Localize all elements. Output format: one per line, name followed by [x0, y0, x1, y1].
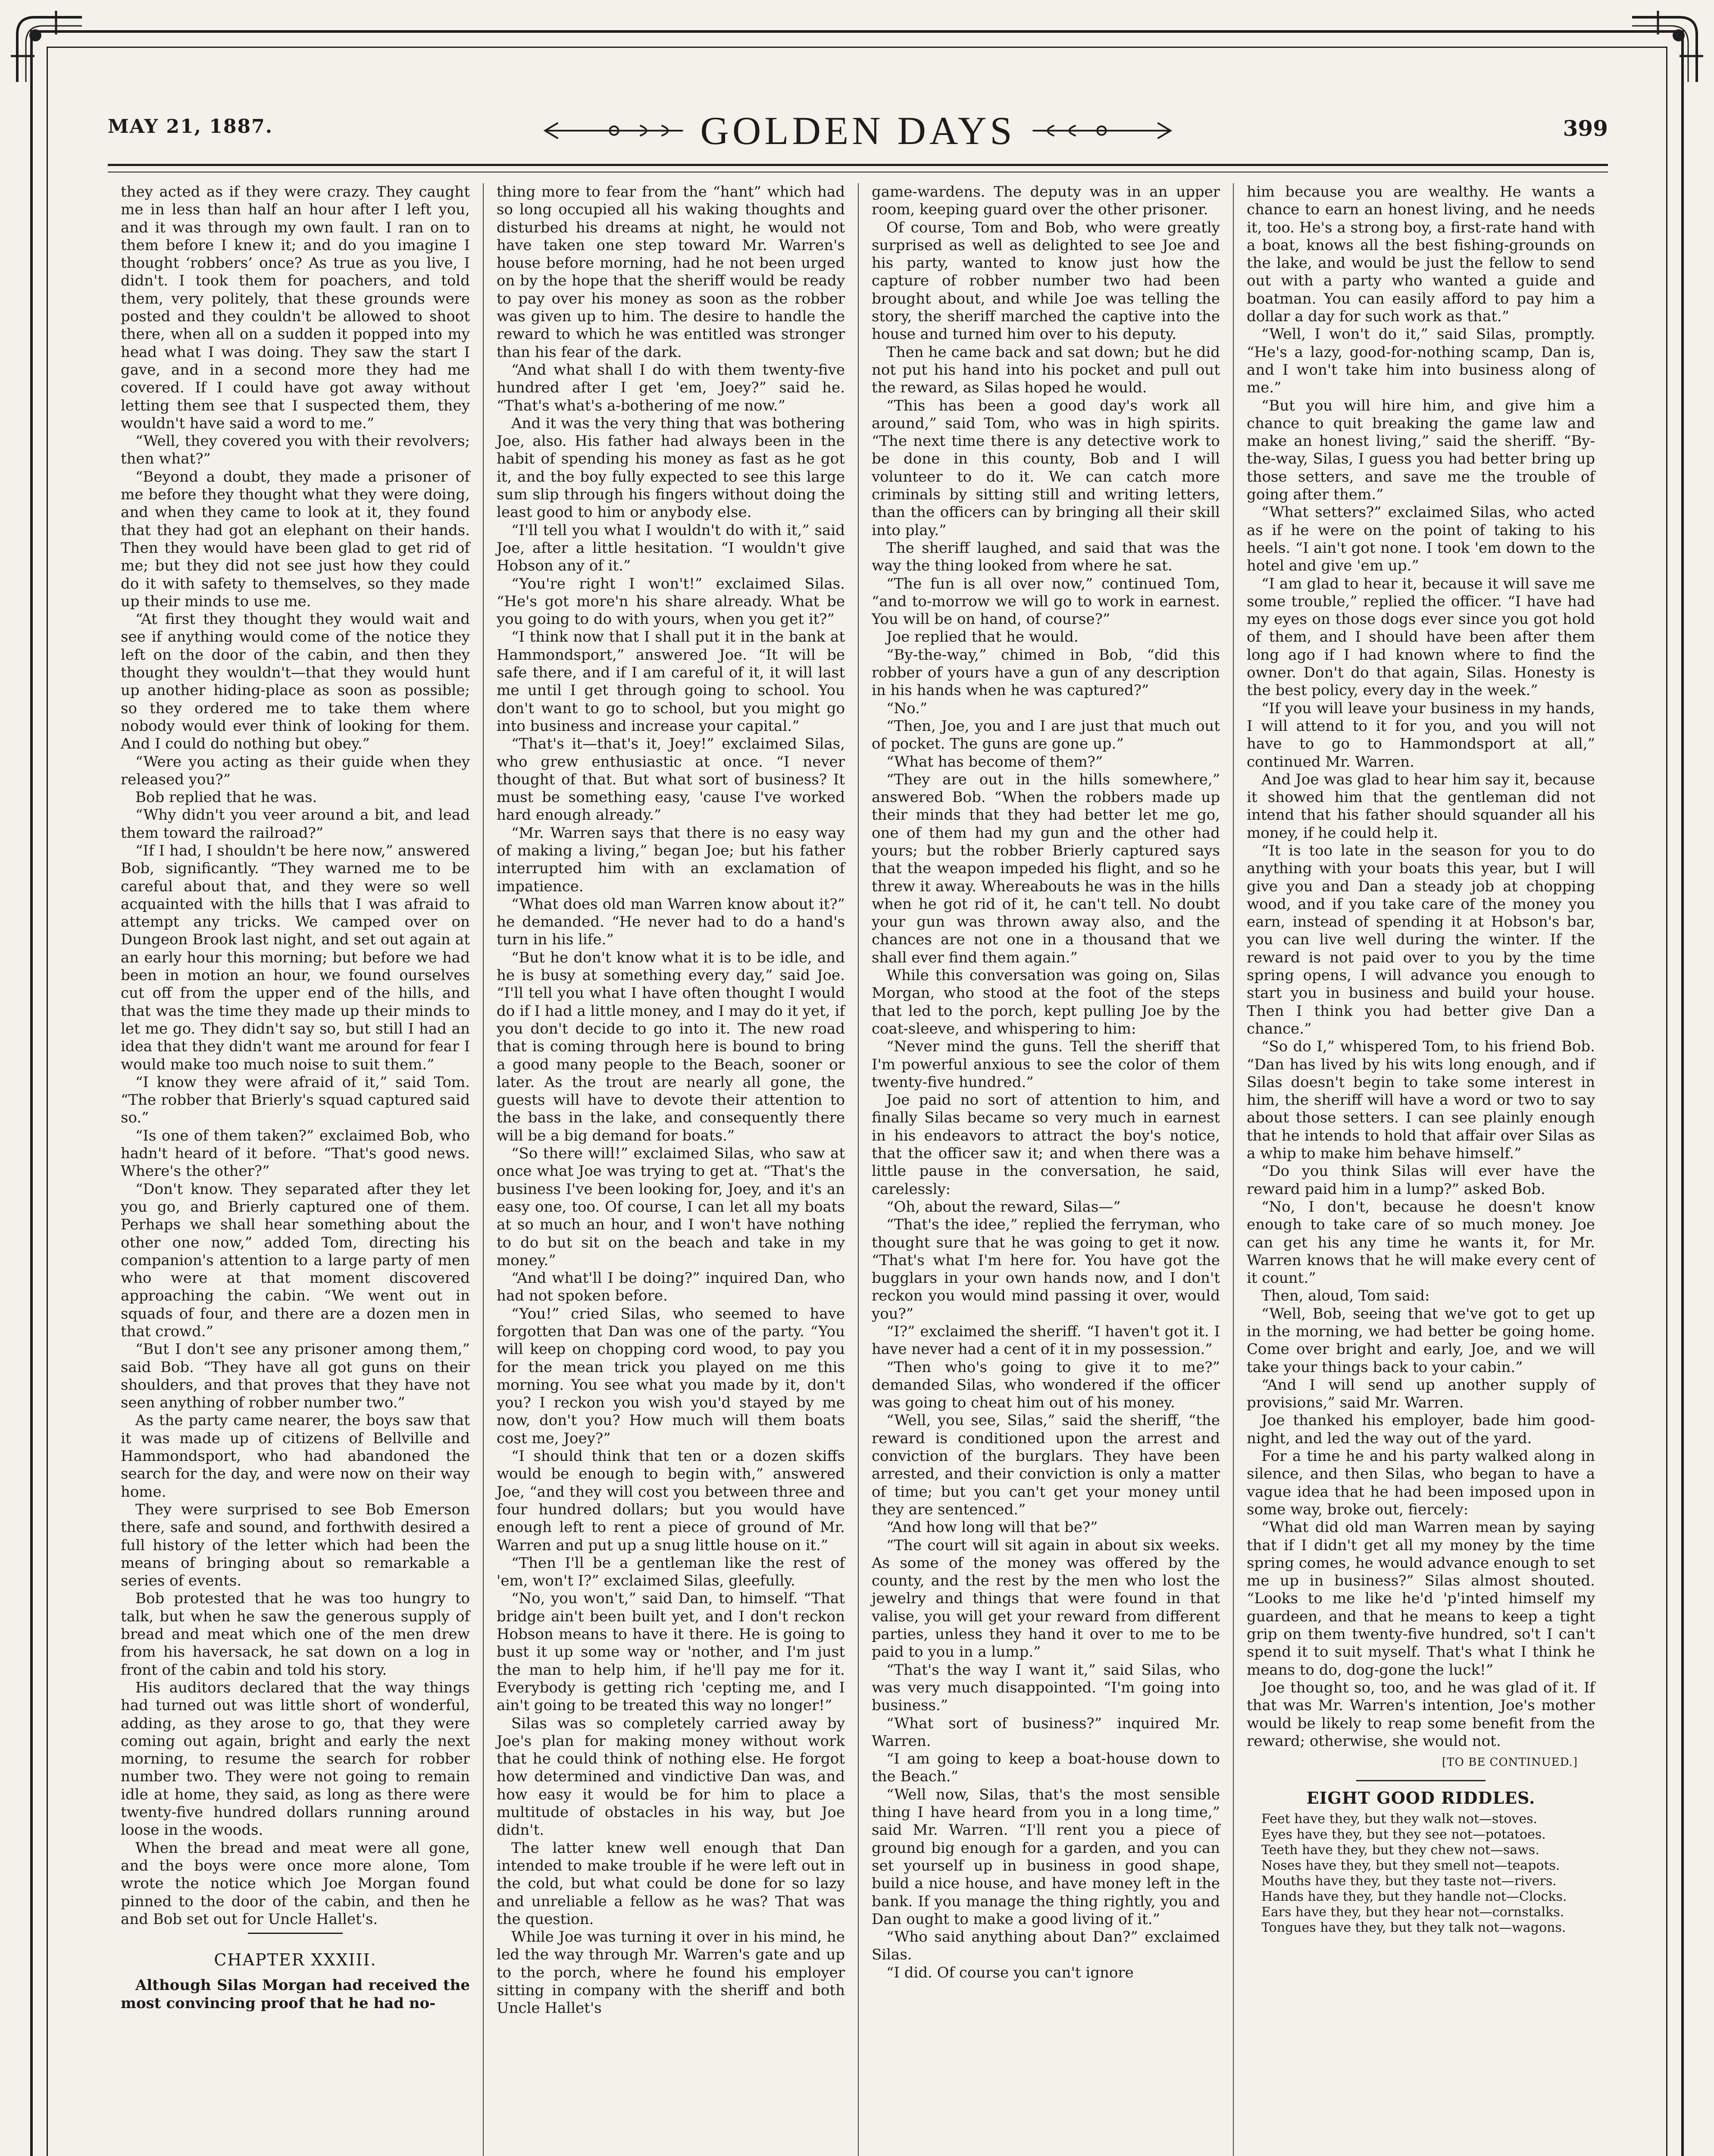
story-paragraph: Bob replied that he was. [135, 789, 317, 806]
story-paragraph: The sheriff laughed, and said that was the way the thing looked from where he sat. [872, 539, 1220, 575]
riddle-line: Teeth have they, but they chew not—saws. [1261, 1842, 1539, 1858]
story-paragraph: As the party came nearer, the boys saw that it was made up of citizens of Bellville and Hammondsport, who had abandoned the search for the day, and were now on their way home. [121, 1412, 470, 1501]
article-columns [108, 183, 1608, 2156]
story-paragraph: “It is too late in the season for you to do anything with your boats this year, but I will give you and Dan a steady job at chopping wood, and if you take care of the money you earn, instead of spending it at Hobson's bar, you can live well during the winter. If the reward is not paid over to you by the time spring opens, I will advance you enough to start you in business and build your house. Then I think you had better give Dan a chance.” [1247, 842, 1595, 1037]
masthead-title-group [541, 108, 1175, 154]
issue-date: MAY 21, 1887. [108, 116, 273, 138]
newspaper-title: GOLDEN DAYS [700, 109, 1016, 153]
story-paragraph: “And how long will that be?” [886, 1519, 1098, 1536]
story-paragraph: “What does old man Warren know about it?” he demanded. “He never had to do a hand's turn in his life.” [497, 895, 845, 949]
riddle-line: Eyes have they, but they see not—potatoes. [1261, 1827, 1546, 1842]
story-paragraph: For a time he and his party walked along in silence, and then Silas, who began to have a vague idea that he had been imposed upon in some way, broke out, fiercely: [1247, 1448, 1595, 1518]
to-be-continued: [TO BE CONTINUED.] [1442, 1756, 1578, 1769]
story-paragraph: “No.” [886, 699, 928, 717]
story-paragraph: “Well, I won't do it,” said Silas, promptly. “He's a lazy, good-for-nothing scamp, Dan is, and I won't take him into business along of me.” [1247, 326, 1595, 397]
story-paragraph: “The fun is all over now,” continued Tom, “and to-morrow we will go to work in earnest. You will be on hand, of course?” [872, 575, 1220, 628]
column-2-paragraphs [497, 183, 845, 2018]
story-paragraph: While Joe was turning it over in his mind, he led the way through Mr. Warren's gate and up to the porch, where he found his employer sitting in company with the sheriff and both Uncle Hallet's [497, 1928, 845, 2017]
riddles-divider [1356, 1780, 1486, 1781]
corner-ornament-icon [9, 9, 86, 86]
story-paragraph: “Were you acting as their guide when they released you?” [121, 753, 470, 788]
story-paragraph: They were surprised to see Bob Emerson there, safe and sound, and forthwith desired a full history of the letter which had been the means of bringing about so remarkable a series of events. [121, 1501, 470, 1590]
story-paragraph: “And I will send up another supply of provisions,” said Mr. Warren. [1247, 1376, 1595, 1412]
story-paragraph: “I did. Of course you can't ignore [886, 1964, 1134, 1981]
story-paragraph: “Do you think Silas will ever have the reward paid him in a lump?” asked Bob. [1247, 1163, 1595, 1198]
right-flourish-icon [1029, 118, 1175, 144]
story-paragraph: game-wardens. The deputy was in an upper room, keeping guard over the other prisoner. [872, 183, 1220, 219]
riddles-title: EIGHT GOOD RIDDLES. [1306, 1788, 1536, 1808]
story-paragraph: And it was the very thing that was bothering Joe, also. His father had always been in the habit of spending his money as fast as he got it, and the boy fully expected to see this large sum slip through his fingers without doing the least good to him or anybody else. [497, 414, 845, 521]
column-2 [483, 183, 858, 2156]
story-paragraph: “You!” cried Silas, who seemed to have forgotten that Dan was one of the party. “You will keep on chopping cord wood, to pay you for the mean trick you played on me this morning. You see what you made by it, don't you? I reckon you wish you'd stayed by me now, don't you? How much will them boats cost me, Joey?” [497, 1305, 845, 1447]
story-paragraph: “Then, Joe, you and I are just that much out of pocket. The guns are gone up.” [872, 717, 1220, 753]
riddle-line: Hands have they, but they handle not—Clocks. [1261, 1889, 1567, 1904]
story-paragraph: “Never mind the guns. Tell the sheriff that I'm powerful anxious to see the color of them twenty-five hundred.” [872, 1038, 1220, 1091]
story-paragraph: “But he don't know what it is to be idle, and he is busy at something every day,” said Joe. “I'll tell you what I have often thought I would do if I had a little money, and I may do it yet, if you don't decide to go into it. The new road that is coming through here is bound to bring a good many people to the Beach, sooner or later. As the trout are nearly all gone, the guests will have to devote their attention to the bass in the lake, and consequently there will be a big demand for boats.” [497, 949, 845, 1144]
chapter-divider [248, 1933, 343, 1934]
story-paragraph: “I'll tell you what I wouldn't do with it,” said Joe, after a little hesitation. “I wouldn't give Hobson any of it.” [497, 521, 845, 575]
story-paragraph: “If you will leave your business in my hands, I will attend to it for you, and you will not have to go to Hammondsport at all,” continued Mr. Warren. [1247, 699, 1595, 771]
riddle-line: Ears have they, but they hear not—cornstalks. [1261, 1904, 1564, 1920]
story-paragraph: “Mr. Warren says that there is no easy way of making a living,” began Joe; but his father interrupted him with an exclamation of impatience. [497, 824, 845, 895]
riddle-line: Tongues have they, but they talk not—wagons. [1261, 1920, 1566, 1935]
story-paragraph: “I should think that ten or a dozen skiffs would be enough to begin with,” answered Joe, “and they will cost you between three and four hundred dollars; but you would have enough left to rent a piece of ground of Mr. Warren and put up a snug little house on it.” [497, 1448, 845, 1554]
riddle-line: Noses have they, but they smell not—teapots. [1261, 1858, 1560, 1873]
story-paragraph: “But I don't see any prisoner among them,” said Bob. “They have all got guns on their shoulders, and that proves that they have not seen anything of robber number two.” [121, 1341, 470, 1412]
story-paragraph: “What did old man Warren mean by saying that if I didn't get all my money by the time spring comes, he would advance enough to set me up in business?” Silas almost shouted. “Looks to me like he'd 'p'inted himself my guardeen, and that he means to keep a tight grip on them twenty-five hundred, so't I can't spend it to suit myself. That's what I think he means to do, dog-gone the luck!” [1247, 1519, 1595, 1679]
column-3 [858, 183, 1233, 2156]
story-paragraph: “The court will sit again in about six weeks. As some of the money was offered by the county, and the rest by the men who lost the jewelry and things that were found in that valise, you will get your reward from different parties, unless they hand it over to me to be paid to you in a lump.” [872, 1536, 1220, 1661]
story-paragraph: Bob protested that he was too hungry to talk, but when he saw the generous supply of bread and meat which one of the men drew from his haversack, he sat down on a log in front of the cabin and told his story. [121, 1590, 470, 1679]
riddles-list [1247, 1811, 1595, 1936]
story-paragraph: “You're right I won't!” exclaimed Silas. “He's got more'n his share already. What be you going to do with yours, when you get it?” [497, 575, 845, 628]
column-3-paragraphs [872, 183, 1220, 1982]
story-paragraph: “And what shall I do with them twenty-five hundred after I get 'em, Joey?” said he. “That's what's a-bothering of me now.” [497, 361, 845, 414]
story-paragraph: Silas was so completely carried away by Joe's plan for making money without work that he could think of nothing else. He forgot how determined and vindictive Dan was, and how easy it would be for him to place a multitude of obstacles in his way, but Joe didn't. [497, 1714, 845, 1839]
story-paragraph: “Don't know. They separated after they let you go, and Brierly captured one of them. Perhaps we shall hear something about the other one now,” added Tom, directing his companion's attention to a large party of men who were at that moment discovered approaching the cabin. “We went out in squads of four, and there are a dozen men in that crowd.” [121, 1180, 470, 1340]
story-paragraph: Then he came back and sat down; but he did not put his hand into his pocket and pull out the reward, as Silas hoped he would. [872, 343, 1220, 397]
story-paragraph: “That's the idee,” replied the ferryman, who thought sure that he was going to get it now. “That's what I'm here for. You have got the bugglars in your own hands now, and I don't reckon you would mind passing it over, would you?” [872, 1216, 1220, 1322]
story-paragraph: Joe replied that he would. [886, 628, 1079, 646]
story-paragraph: “Well now, Silas, that's the most sensible thing I have heard from you in a long time,” said Mr. Warren. “I'll rent you a piece of ground big enough for a garden, and you can set yourself up in business in good shape, build a nice house, and have money left in the bank. If you manage the thing rightly, you and Dan ought to make a good living of it.” [872, 1786, 1220, 1928]
story-paragraph: “No, you won't,” said Dan, to himself. “That bridge ain't been built yet, and I don't reckon Hobson means to have it there. He is going to bust it up some way or 'nother, and I'm just the man to help him, if he'll pay me for it. Everybody is getting rich 'cepting me, and I ain't going to be treated this way no longer!” [497, 1590, 845, 1714]
story-paragraph: “Then who's going to give it to me?” demanded Silas, who wondered if the officer was going to cheat him out of his money. [872, 1358, 1220, 1412]
story-paragraph: “By-the-way,” chimed in Bob, “did this robber of yours have a gun of any description in his hands when he was captured?” [872, 646, 1220, 699]
story-paragraph: “And what'll I be doing?” inquired Dan, who had not spoken before. [497, 1269, 845, 1305]
story-paragraph: “I think now that I shall put it in the bank at Hammondsport,” answered Joe. “It will be safe there, and if I am careful of it, it will last me until I get through going to school. You don't want to go to school, but you might go into business and increase your capital.” [497, 628, 845, 735]
riddle-line: Feet have they, but they walk not—stoves. [1261, 1811, 1538, 1827]
story-paragraph: His auditors declared that the way things had turned out was little short of wonderful, adding, as they arose to go, that they were coming out again, bright and early the next morning, to resume the search for robber number two. They were not going to remain idle at home, they said, as long as there were twenty-five hundred dollars running around loose in the woods. [121, 1679, 470, 1839]
story-paragraph: The latter knew well enough that Dan intended to make trouble if he were left out in the cold, but what could be done for so lazy and unreliable a fellow as he was? That was the question. [497, 1839, 845, 1928]
masthead-rule [108, 164, 1608, 166]
story-paragraph: “Oh, about the reward, Silas—” [886, 1198, 1121, 1216]
story-paragraph: “That's it—that's it, Joey!” exclaimed Silas, who grew enthusiastic at once. “I never thought of that. But what sort of business? It must be something easy, 'cause I've worked hard enough already.” [497, 735, 845, 824]
story-paragraph: “I am going to keep a boat-house down to the Beach.” [872, 1750, 1220, 1786]
story-paragraph: “At first they thought they would wait and see if anything would come of the notice they left on the door of the cabin, and then they thought they wouldn't—that they would hunt up another hiding-place as soon as possible; so they ordered me to take them where nobody would ever think of looking for them. And I could do nothing but obey.” [121, 611, 470, 753]
riddle-line: Mouths have they, but they taste not—rivers. [1261, 1873, 1557, 1889]
story-paragraph: “Well, Bob, seeing that we've got to get up in the morning, we had better be going home. Come over bright and early, Joe, and we will take your things back to your cabin.” [1247, 1305, 1595, 1376]
story-paragraph: Joe paid no sort of attention to him, and finally Silas became so very much in earnest in his endeavors to attract the boy's notice, that the officer saw it; and when there was a little pause in the conversation, he said, carelessly: [872, 1091, 1220, 1198]
story-paragraph: When the bread and meat were all gone, and the boys were once more alone, Tom wrote the notice which Joe Morgan found pinned to the door of the cabin, and then he and Bob set out for Uncle Hallet's. [121, 1839, 470, 1928]
column-1-paragraphs [121, 183, 470, 1928]
story-paragraph: they acted as if they were crazy. They caught me in less than half an hour after I left you, and it was through my own fault. I ran on to them before I knew it; and do you imagine I thought ‘robbers’ once? As true as you live, I didn't. I took them for poachers, and told them, very politely, that these grounds were posted and they couldn't be allowed to shoot there, when all on a sudden it popped into my head what I was doing. They saw the start I gave, and in a second more they had me covered. If I could have got away without letting them see that I suspected them, they wouldn't have said a word to me.” [121, 183, 470, 432]
story-paragraph: “Why didn't you veer around a bit, and lead them toward the railroad?” [121, 806, 470, 842]
story-paragraph: “Well, you see, Silas,” said the sheriff, “the reward is conditioned upon the arrest and conviction of the burglars. They have been arrested, and their conviction is only a matter of time; but you can't get your money until they are sentenced.” [872, 1412, 1220, 1518]
story-paragraph: “Is one of them taken?” exclaimed Bob, who hadn't heard of it before. “That's good news. Where's the other?” [121, 1127, 470, 1180]
column-4-paragraphs [1247, 183, 1595, 1750]
story-paragraph: “I?” exclaimed the sheriff. “I haven't got it. I have never had a cent of it in my possession.” [872, 1323, 1220, 1358]
story-paragraph: Of course, Tom and Bob, who were greatly surprised as well as delighted to see Joe and his party, wanted to know just how the capture of robber number two had been brought about, and while Joe was telling the story, the sheriff marched the captive into the house and turned him over to his deputy. [872, 219, 1220, 343]
corner-ornament-icon [1628, 9, 1705, 86]
story-paragraph: “This has been a good day's work all around,” said Tom, who was in high spirits. “The next time there is any detective work to be done in this county, Bob and I will volunteer to do it. We can catch more criminals by sitting still and writing letters, than the officers can by bringing all their skill into play.” [872, 397, 1220, 539]
chapter-opening-paragraph: Although Silas Morgan had received the most convincing proof that he had no- [121, 1977, 470, 2012]
story-paragraph: “I know they were afraid of it,” said Tom. “The robber that Brierly's squad captured said so.” [121, 1073, 470, 1127]
story-paragraph: “What has become of them?” [886, 753, 1103, 771]
masthead [108, 99, 1608, 168]
story-paragraph: “What setters?” exclaimed Silas, who acted as if he were on the point of taking to his heels. “I ain't got none. I took 'em down to the hotel and give 'em up.” [1247, 504, 1595, 575]
story-paragraph: thing more to fear from the “hant” which had so long occupied all his waking thoughts and disturbed his dreams at night, he would not have taken one step toward Mr. Warren's house before morning, had he not been urged on by the hope that the sheriff would be ready to pay over his money as soon as the robber was given up to him. The desire to handle the reward to which he was entitled was stronger than his fear of the dark. [497, 183, 845, 361]
chapter-heading: CHAPTER XXXIII. [214, 1950, 377, 1970]
story-paragraph: Joe thanked his employer, bade him good-night, and led the way out of the yard. [1247, 1412, 1595, 1447]
page-number: 399 [1563, 116, 1608, 141]
story-paragraph: “Beyond a doubt, they made a prisoner of me before they thought what they were doing, and when they came to look at it, they found that they had got an elephant on their hands. Then they would have been glad to get rid of me; but they did not see just how they could do it with safety to themselves, so they made up their minds to use me. [121, 468, 470, 610]
story-paragraph: “So do I,” whispered Tom, to his friend Bob. “Dan has lived by his wits long enough, and if Silas doesn't begin to take some interest in him, the sheriff will have a word or two to say about those setters. I can see plainly enough that he intends to hold that affair over Silas as a whip to make him behave himself.” [1247, 1038, 1595, 1163]
story-paragraph: “I am glad to hear it, because it will save me some trouble,” replied the officer. “I have had my eyes on those dogs ever since you got hold of them, and I should have been after them long ago if I had known where to find the owner. Don't do that again, Silas. Honesty is the best policy, every day in the week.” [1247, 575, 1595, 699]
story-paragraph: him because you are wealthy. He wants a chance to earn an honest living, and he needs it, too. He's a strong boy, a first-rate hand with a boat, knows all the best fishing-grounds on the lake, and would be just the fellow to send out with a party who wanted a guide and boatman. You can easily afford to pay him a dollar a day for such work as that.” [1247, 183, 1595, 326]
story-paragraph: “But you will hire him, and give him a chance to quit breaking the game law and make an honest living,” said the sheriff. “By-the-way, Silas, I guess you had better bring up those setters, and save me the trouble of going after them.” [1247, 397, 1595, 504]
story-paragraph: “They are out in the hills somewhere,” answered Bob. “When the robbers made up their minds that they had better let me go, one of them had my gun and the other had yours; but the robber Brierly captured says that the weapon impeded his flight, and so he threw it away. Whereabouts he was in the hills when he got rid of it, he can't tell. No doubt your gun was thrown away also, and the chances are not one in a thousand that we shall ever find them again.” [872, 771, 1220, 966]
story-paragraph: “What sort of business?” inquired Mr. Warren. [872, 1714, 1220, 1750]
story-paragraph: “Then I'll be a gentleman like the rest of 'em, won't I?” exclaimed Silas, gleefully. [497, 1554, 845, 1590]
column-1 [108, 183, 483, 2156]
story-paragraph: “Who said anything about Dan?” exclaimed Silas. [872, 1928, 1220, 1964]
story-paragraph: Then, aloud, Tom said: [1261, 1287, 1430, 1305]
story-paragraph: “No, I don't, because he doesn't know enough to take care of so much money. Joe can get his any time he wants it, for Mr. Warren knows that he will make every cent of it count.” [1247, 1198, 1595, 1287]
story-paragraph: While this conversation was going on, Silas Morgan, who stood at the foot of the steps that led to the porch, kept pulling Joe by the coat-sleeve, and whispering to him: [872, 967, 1220, 1037]
left-flourish-icon [541, 118, 687, 144]
story-paragraph: “So there will!” exclaimed Silas, who saw at once what Joe was trying to get at. “That's the business I've been looking for, Joey, and it's an easy one, too. Of course, I can let all my boats at so much an hour, and I won't have nothing to do but sit on the beach and take in my money.” [497, 1145, 845, 1269]
column-4 [1233, 183, 1608, 2156]
story-paragraph: “If I had, I shouldn't be here now,” answered Bob, significantly. “They warned me to be careful about that, and they were so well acquainted with the hills that I was afraid to attempt any tricks. We camped over on Dungeon Brook last night, and set out again at an early hour this morning; but before we had been in motion an hour, we found ourselves cut off from the upper end of the hills, and that was the time they made up their minds to let me go. They didn't say so, but still I had an idea that they didn't want me around for fear I would make too much noise to suit them.” [121, 842, 470, 1073]
story-paragraph: “Well, they covered you with their revolvers; then what?” [121, 432, 470, 468]
story-paragraph: “That's the way I want it,” said Silas, who was very much disappointed. “I'm going into business.” [872, 1661, 1220, 1714]
story-paragraph: And Joe was glad to hear him say it, because it showed him that the gentleman did not intend that his father should squander all his money, if he could help it. [1247, 771, 1595, 842]
story-paragraph: Joe thought so, too, and he was glad of it. If that was Mr. Warren's intention, Joe's mother would be likely to reap some benefit from the reward; otherwise, she would not. [1247, 1679, 1595, 1750]
